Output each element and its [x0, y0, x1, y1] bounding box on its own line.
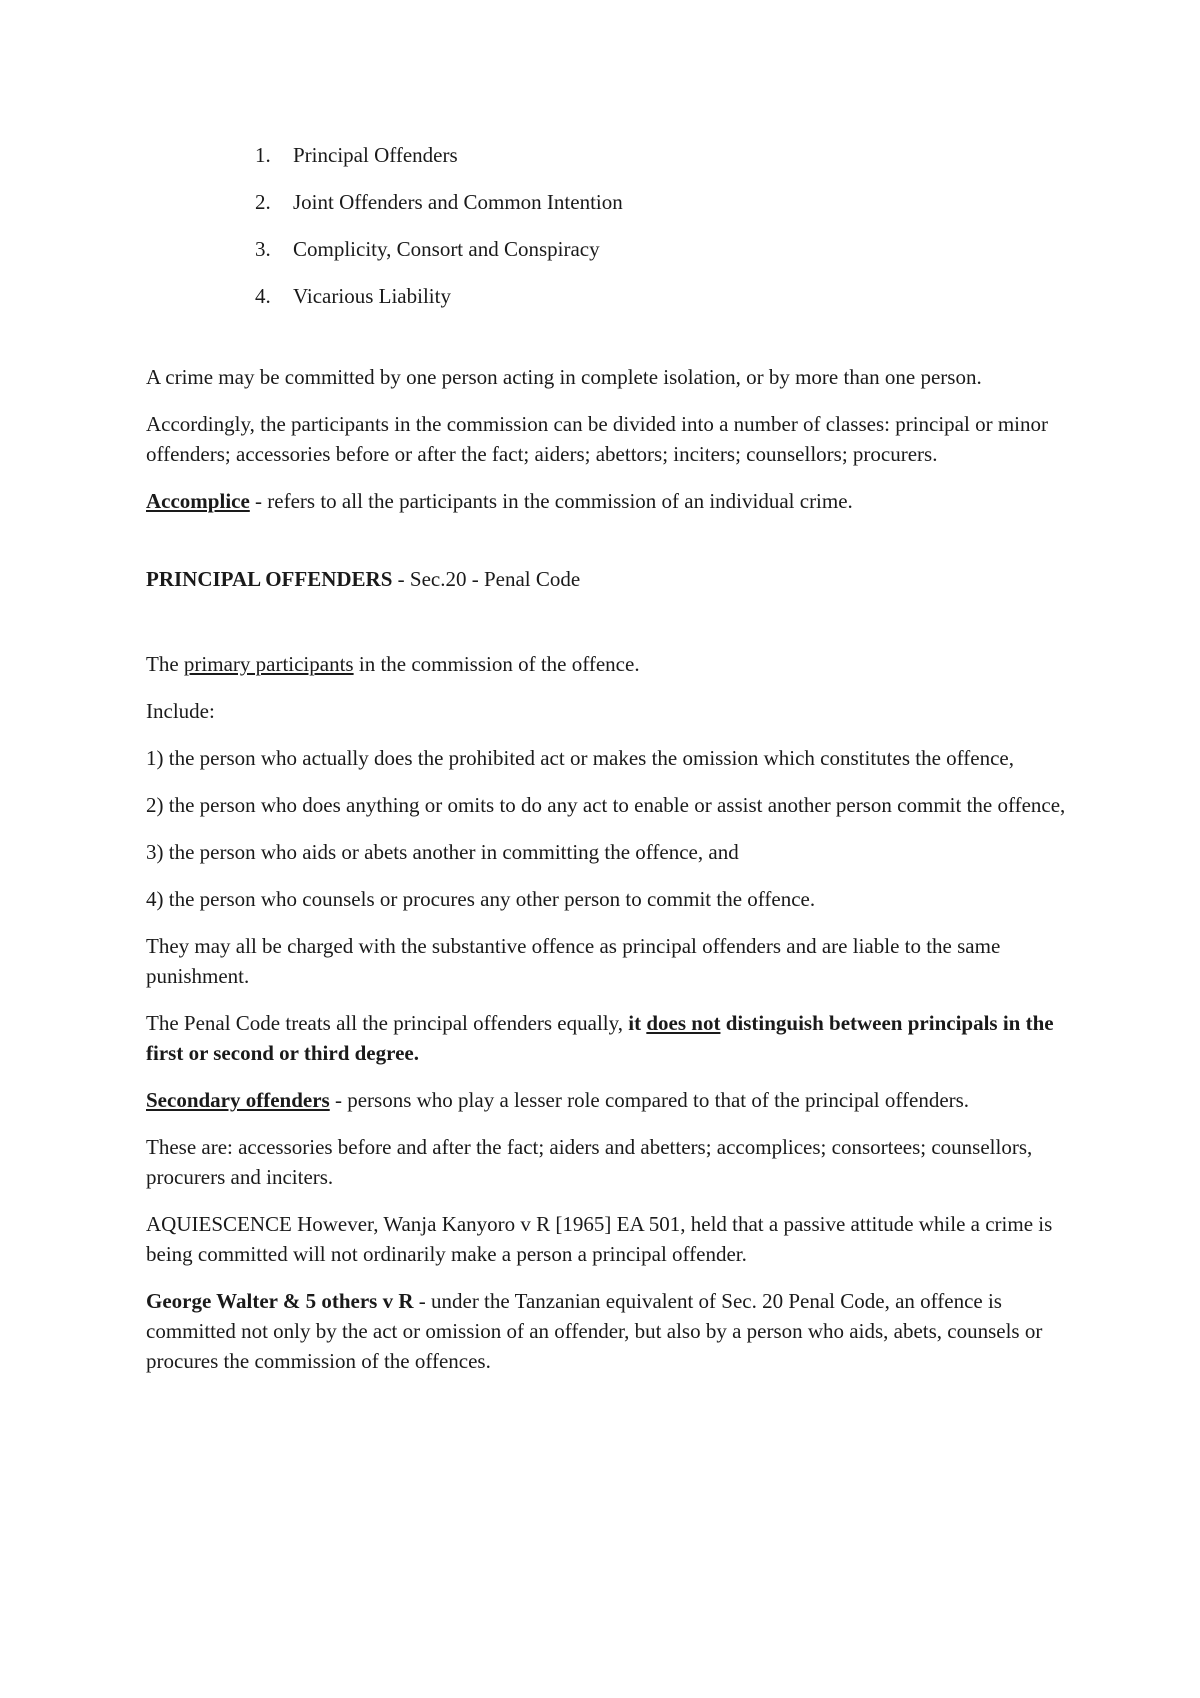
- does-not-emphasis: does not: [646, 1011, 721, 1035]
- text-run: - persons who play a lesser role compared to that of the principal offenders.: [329, 1088, 970, 1112]
- secondary-list-paragraph: These are: accessories before and after the fact; aiders and abetters; accomplices; consortees; counsellors, procurers and inciters.: [146, 1135, 1033, 1189]
- equal-treatment-paragraph: [146, 1008, 1066, 1068]
- outline-item-text: Complicity, Consort and Conspiracy: [293, 237, 600, 261]
- primary-participants-paragraph: [146, 649, 1066, 679]
- outline-item-text: Vicarious Liability: [293, 284, 451, 308]
- outline-item: [255, 234, 1066, 264]
- secondary-offenders-definition: [146, 1085, 1066, 1115]
- outline-item-number: 4.: [255, 284, 271, 308]
- george-walter-paragraph: [146, 1286, 1066, 1376]
- participant-item: 1) the person who actually does the prohibited act or makes the omission which constitutes the offence,: [146, 746, 1014, 770]
- outline-item: [255, 140, 1066, 170]
- outline-item-text: Principal Offenders: [293, 143, 458, 167]
- outline-item-number: 1.: [255, 143, 271, 167]
- aquiescence-paragraph: AQUIESCENCE However, Wanja Kanyoro v R [1965] EA 501, held that a passive attitude while a crime is being committed will not ordinarily make a person a principal offender.: [146, 1212, 1053, 1266]
- secondary-offenders-term: Secondary offenders: [146, 1088, 330, 1112]
- primary-participants-term: primary participants: [183, 652, 354, 676]
- participant-item: 2) the person who does anything or omits to do any act to enable or assist another person commit the offence,: [146, 793, 1066, 817]
- text-run: The: [146, 652, 184, 676]
- text-run: in the commission of the offence.: [353, 652, 640, 676]
- outline-item: [255, 281, 1066, 311]
- bold-run: it: [628, 1011, 647, 1035]
- accomplice-text: - refers to all the participants in the commission of an individual crime.: [249, 489, 853, 513]
- include-label: Include:: [146, 699, 215, 723]
- section-heading: [146, 564, 1066, 594]
- participant-item: 4) the person who counsels or procures any other person to commit the offence.: [146, 887, 816, 911]
- outline-list: [255, 140, 1066, 311]
- outline-item-number: 3.: [255, 237, 271, 261]
- classes-paragraph: Accordingly, the participants in the commission can be divided into a number of classes: principal or minor offenders; accessories before or after the fact; aiders; abettors; inciters; counsellors; procurers.: [146, 412, 1048, 466]
- text-run: - under the Tanzanian equivalent of Sec. 20 Penal Code, an offence is committed not only by the act or omission of an offender, but also by a person who aids, abets, counsels or procures the commission of the offences.: [146, 1289, 1043, 1373]
- case-name: George Walter & 5 others v R: [146, 1289, 414, 1313]
- outline-item-number: 2.: [255, 190, 271, 214]
- outline-item-text: Joint Offenders and Common Intention: [293, 190, 623, 214]
- accomplice-term: Accomplice: [146, 489, 250, 513]
- text-run: The Penal Code treats all the principal offenders equally,: [146, 1011, 629, 1035]
- section-heading-ref: - Sec.20 - Penal Code: [392, 567, 581, 591]
- accomplice-definition: [146, 486, 1066, 516]
- outline-item: [255, 187, 1066, 217]
- participant-item: 3) the person who aids or abets another in committing the offence, and: [146, 840, 739, 864]
- document-page: [146, 140, 1066, 1393]
- charged-paragraph: They may all be charged with the substantive offence as principal offenders and are liable to the same punishment.: [146, 934, 1001, 988]
- intro-paragraph: A crime may be committed by one person acting in complete isolation, or by more than one person.: [146, 365, 982, 389]
- bold-run: distinguish between principals in the first or second or third degree.: [146, 1011, 1054, 1065]
- section-heading-title: PRINCIPAL OFFENDERS: [146, 567, 393, 591]
